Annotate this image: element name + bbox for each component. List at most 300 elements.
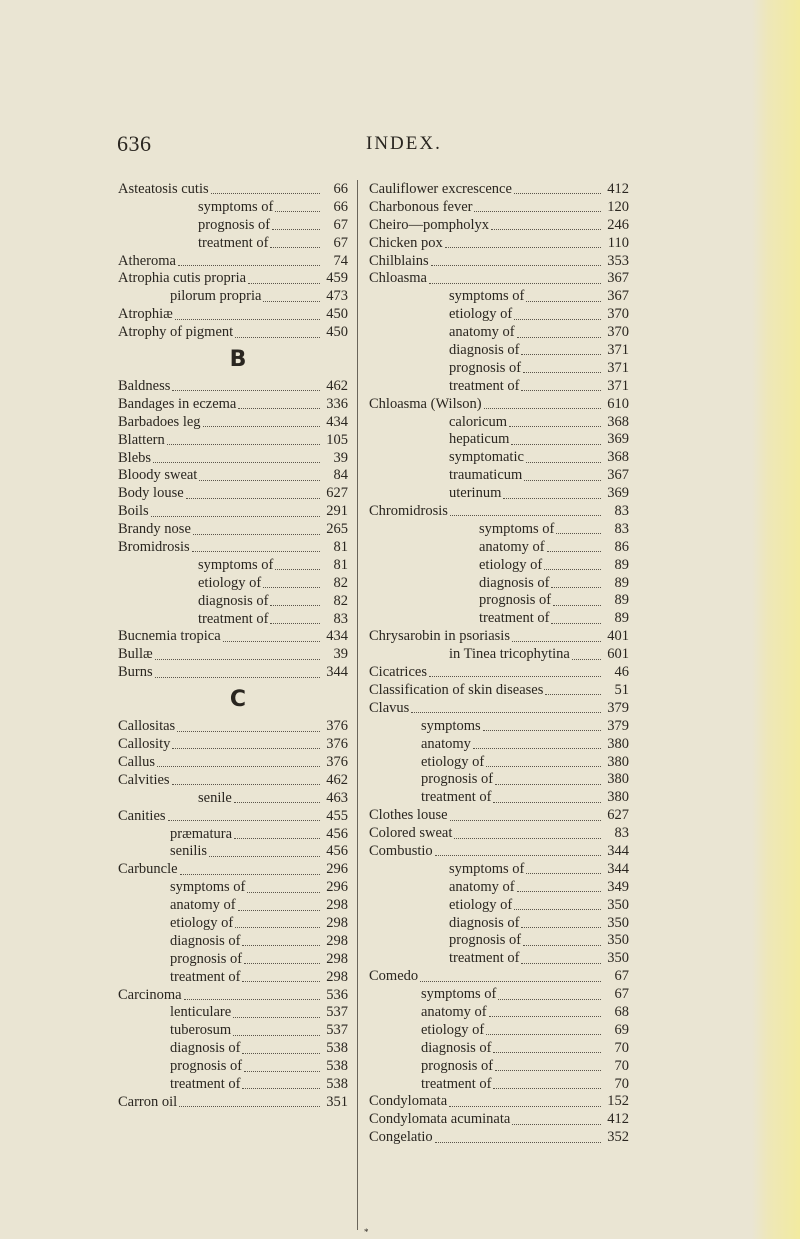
entry-term: Blebs xyxy=(118,449,152,466)
entry-page-number: 349 xyxy=(607,878,629,895)
entry-page-number: 380 xyxy=(607,789,629,806)
index-subentry xyxy=(369,592,629,610)
dot-leader xyxy=(420,981,601,982)
dot-leader xyxy=(244,1071,320,1072)
entry-term: treatment of xyxy=(479,610,550,627)
dot-leader xyxy=(172,748,320,749)
entry-page-number: 83 xyxy=(333,610,348,627)
entry-term: Chrysarobin in psoriasis xyxy=(369,628,510,645)
entry-page-number: 379 xyxy=(607,717,629,734)
entry-term: symptoms of xyxy=(421,986,497,1003)
entry-term: traumaticum xyxy=(449,467,523,484)
dot-leader xyxy=(263,301,320,302)
entry-term: etiology of xyxy=(170,914,234,931)
dot-leader xyxy=(484,408,601,409)
dot-leader xyxy=(526,462,601,463)
entry-term: diagnosis of xyxy=(170,932,241,949)
entry-page-number: 456 xyxy=(326,843,348,860)
index-entry xyxy=(118,664,348,682)
entry-term: uterinum xyxy=(449,485,502,502)
entry-term: Calvities xyxy=(118,771,170,788)
entry-term: Callositas xyxy=(118,718,176,735)
index-entry xyxy=(369,253,629,271)
entry-term: Chicken pox xyxy=(369,234,443,251)
dot-leader xyxy=(493,802,601,803)
page-number: 636 xyxy=(117,131,152,156)
index-entry xyxy=(369,1129,629,1147)
entry-term: symptoms of xyxy=(170,879,246,896)
entry-page-number: 51 xyxy=(614,681,629,698)
dot-leader xyxy=(177,731,320,732)
dot-leader xyxy=(521,963,601,964)
dot-leader xyxy=(180,874,320,875)
entry-page-number: 83 xyxy=(614,520,629,537)
entry-term: Atheroma xyxy=(118,252,176,269)
dot-leader xyxy=(238,910,320,911)
entry-term: diagnosis of xyxy=(421,1039,492,1056)
index-entry xyxy=(118,181,348,199)
entry-page-number: 401 xyxy=(607,628,629,645)
entry-page-number: 369 xyxy=(607,431,629,448)
dot-leader xyxy=(483,730,601,731)
entry-page-number: 81 xyxy=(333,556,348,573)
entry-page-number: 412 xyxy=(607,1111,629,1128)
dot-leader xyxy=(248,283,320,284)
dot-leader xyxy=(435,1142,601,1143)
index-subentry xyxy=(369,414,629,432)
entry-term: treatment of xyxy=(449,377,520,394)
index-entry xyxy=(369,181,629,199)
entry-page-number: 70 xyxy=(614,1039,629,1056)
entry-term: Carbuncle xyxy=(118,861,178,878)
index-entry xyxy=(118,539,348,557)
entry-page-number: 298 xyxy=(326,932,348,949)
index-entry xyxy=(369,628,629,646)
index-subentry xyxy=(369,360,629,378)
entry-page-number: 298 xyxy=(326,914,348,931)
entry-term: Atrophiæ xyxy=(118,306,173,323)
entry-term: prognosis of xyxy=(170,950,243,967)
dot-leader xyxy=(512,641,601,642)
dot-leader xyxy=(517,891,601,892)
index-subentry xyxy=(369,1076,629,1094)
entry-page-number: 412 xyxy=(607,181,629,197)
entry-term: anatomy of xyxy=(449,878,515,895)
index-subentry xyxy=(369,861,629,879)
index-subentry xyxy=(118,933,348,951)
entry-page-number: 473 xyxy=(326,288,348,305)
entry-term: Classification of skin diseases xyxy=(369,681,544,698)
entry-page-number: 39 xyxy=(333,646,348,663)
dot-leader xyxy=(233,1035,320,1036)
index-subentry xyxy=(118,1022,348,1040)
entry-term: Atrophia cutis propria xyxy=(118,270,247,287)
entry-page-number: 370 xyxy=(607,324,629,341)
index-entry xyxy=(118,736,348,754)
entry-term: prognosis of xyxy=(479,592,552,609)
entry-page-number: 67 xyxy=(614,968,629,985)
entry-page-number: 298 xyxy=(326,897,348,914)
dot-leader xyxy=(493,1088,601,1089)
dot-leader xyxy=(235,337,320,338)
dot-leader xyxy=(521,927,601,928)
index-entry xyxy=(369,682,629,700)
dot-leader xyxy=(503,498,601,499)
index-subentry xyxy=(118,915,348,933)
entry-term: etiology of xyxy=(479,556,543,573)
index-subentry xyxy=(118,557,348,575)
index-subentry xyxy=(118,897,348,915)
index-entry xyxy=(118,396,348,414)
entry-page-number: 67 xyxy=(614,986,629,1003)
entry-page-number: 610 xyxy=(607,395,629,412)
column-divider xyxy=(357,180,358,1230)
entry-term: Clavus xyxy=(369,699,410,716)
entry-term: diagnosis of xyxy=(449,342,520,359)
index-subentry xyxy=(118,1058,348,1076)
entry-page-number: 86 xyxy=(614,538,629,555)
index-column-right xyxy=(369,181,629,1147)
entry-page-number: 537 xyxy=(326,1004,348,1021)
dot-leader xyxy=(498,999,601,1000)
entry-term: treatment of xyxy=(198,610,269,627)
entry-term: Chloasma xyxy=(369,270,427,287)
entry-term: hepaticum xyxy=(449,431,510,448)
entry-page-number: 367 xyxy=(607,467,629,484)
index-subentry xyxy=(369,986,629,1004)
entry-page-number: 81 xyxy=(333,539,348,556)
dot-leader xyxy=(491,229,601,230)
entry-page-number: 69 xyxy=(614,1021,629,1038)
index-subentry xyxy=(118,575,348,593)
entry-page-number: 371 xyxy=(607,359,629,376)
index-subentry xyxy=(369,557,629,575)
entry-page-number: 89 xyxy=(614,592,629,609)
dot-leader xyxy=(179,1106,320,1107)
index-entry xyxy=(118,485,348,503)
dot-leader xyxy=(172,390,320,391)
dot-leader xyxy=(431,265,601,266)
index-entry xyxy=(118,772,348,790)
dot-leader xyxy=(168,820,320,821)
entry-page-number: 246 xyxy=(607,216,629,233)
entry-term: treatment of xyxy=(170,1075,241,1092)
entry-term: etiology of xyxy=(421,753,485,770)
index-subentry xyxy=(369,539,629,557)
entry-page-number: 350 xyxy=(607,914,629,931)
dot-leader xyxy=(511,444,601,445)
entry-page-number: 536 xyxy=(326,986,348,1003)
entry-term: lenticulare xyxy=(170,1004,232,1021)
entry-term: Comedo xyxy=(369,968,419,985)
entry-page-number: 351 xyxy=(326,1093,348,1110)
index-entry xyxy=(369,843,629,861)
entry-page-number: 89 xyxy=(614,574,629,591)
dot-leader xyxy=(244,963,320,964)
dot-leader xyxy=(514,909,601,910)
dot-leader xyxy=(263,587,320,588)
index-entry xyxy=(118,253,348,271)
entry-term: treatment of xyxy=(449,950,520,967)
index-entry xyxy=(369,700,629,718)
index-entry xyxy=(118,718,348,736)
entry-term: diagnosis of xyxy=(449,914,520,931)
dot-leader xyxy=(272,229,320,230)
dot-leader xyxy=(242,1053,320,1054)
entry-term: diagnosis of xyxy=(170,1040,241,1057)
entry-page-number: 66 xyxy=(333,181,348,197)
dot-leader xyxy=(551,587,601,588)
index-subentry xyxy=(118,1004,348,1022)
dot-leader xyxy=(178,265,320,266)
entry-page-number: 67 xyxy=(333,234,348,251)
dot-leader xyxy=(489,1016,601,1017)
entry-term: Condylomata xyxy=(369,1093,448,1110)
dot-leader xyxy=(429,676,601,677)
entry-term: etiology of xyxy=(449,896,513,913)
entry-page-number: 336 xyxy=(326,395,348,412)
entry-term: Bromidrosis xyxy=(118,539,190,556)
entry-page-number: 68 xyxy=(614,1003,629,1020)
dot-leader xyxy=(203,426,320,427)
dot-leader xyxy=(151,516,320,517)
entry-term: symptoms of xyxy=(479,520,555,537)
dot-leader xyxy=(521,390,601,391)
dot-leader xyxy=(175,319,320,320)
index-subentry xyxy=(369,1040,629,1058)
index-subentry xyxy=(369,736,629,754)
entry-term: caloricum xyxy=(449,413,507,430)
entry-term: Clothes louse xyxy=(369,807,448,824)
dot-leader xyxy=(493,1052,601,1053)
index-subentry xyxy=(369,897,629,915)
entry-page-number: 368 xyxy=(607,449,629,466)
entry-page-number: 380 xyxy=(607,771,629,788)
dot-leader xyxy=(153,462,320,463)
index-subentry xyxy=(369,610,629,628)
entry-term: Blattern xyxy=(118,431,165,448)
index-subentry xyxy=(369,879,629,897)
dot-leader xyxy=(517,337,601,338)
entry-page-number: 291 xyxy=(326,503,348,520)
index-column-left xyxy=(118,181,348,1112)
entry-page-number: 369 xyxy=(607,485,629,502)
entry-term: Body louse xyxy=(118,485,184,502)
entry-page-number: 370 xyxy=(607,306,629,323)
index-subentry xyxy=(369,950,629,968)
index-subentry xyxy=(118,1076,348,1094)
dot-leader xyxy=(553,605,601,606)
index-entry xyxy=(118,414,348,432)
entry-page-number: 538 xyxy=(326,1040,348,1057)
entry-page-number: 344 xyxy=(607,842,629,859)
entry-page-number: 601 xyxy=(607,646,629,663)
entry-page-number: 89 xyxy=(614,556,629,573)
entry-page-number: 70 xyxy=(614,1075,629,1092)
entry-term: tuberosum xyxy=(170,1022,232,1039)
entry-page-number: 66 xyxy=(333,198,348,215)
index-entry xyxy=(369,235,629,253)
index-subentry xyxy=(118,826,348,844)
entry-page-number: 538 xyxy=(326,1058,348,1075)
dot-leader xyxy=(192,551,320,552)
index-subentry xyxy=(118,199,348,217)
entry-term: Cheiro—pompholyx xyxy=(369,216,490,233)
index-subentry xyxy=(369,378,629,396)
entry-page-number: 67 xyxy=(333,216,348,233)
entry-page-number: 46 xyxy=(614,664,629,681)
entry-term: Baldness xyxy=(118,378,171,395)
index-entry xyxy=(118,324,348,342)
dot-leader xyxy=(247,892,320,893)
entry-page-number: 74 xyxy=(333,252,348,269)
entry-term: Burns xyxy=(118,664,153,681)
index-entry xyxy=(118,808,348,826)
entry-term: Atrophy of pigment xyxy=(118,324,234,341)
entry-term: Callus xyxy=(118,753,156,770)
index-entry xyxy=(369,1093,629,1111)
index-entry xyxy=(369,664,629,682)
dot-leader xyxy=(547,551,601,552)
entry-term: Cicatrices xyxy=(369,664,427,681)
dot-leader xyxy=(238,408,320,409)
dot-leader xyxy=(454,838,601,839)
index-subentry xyxy=(369,449,629,467)
dot-leader xyxy=(155,677,320,678)
dot-leader xyxy=(157,766,320,767)
dot-leader xyxy=(509,426,601,427)
index-entry xyxy=(118,378,348,396)
entry-term: prognosis of xyxy=(198,216,271,233)
index-entry xyxy=(369,270,629,288)
dot-leader xyxy=(411,712,601,713)
entry-term: Canities xyxy=(118,807,166,824)
entry-page-number: 82 xyxy=(333,574,348,591)
index-entry xyxy=(118,306,348,324)
index-entry xyxy=(118,521,348,539)
dot-leader xyxy=(172,784,320,785)
dot-leader xyxy=(495,1070,601,1071)
index-subentry xyxy=(118,593,348,611)
dot-leader xyxy=(572,659,601,660)
entry-page-number: 627 xyxy=(326,485,348,502)
entry-term: treatment of xyxy=(421,789,492,806)
index-subentry xyxy=(369,1022,629,1040)
entry-page-number: 456 xyxy=(326,825,348,842)
entry-page-number: 353 xyxy=(607,252,629,269)
entry-term: symptomatic xyxy=(449,449,524,466)
entry-page-number: 455 xyxy=(326,807,348,824)
entry-term: Boils xyxy=(118,503,149,520)
entry-term: etiology of xyxy=(198,574,262,591)
entry-page-number: 434 xyxy=(326,413,348,430)
entry-term: prognosis of xyxy=(170,1058,243,1075)
entry-term: Callosity xyxy=(118,736,171,753)
entry-term: Asteatosis cutis xyxy=(118,181,209,197)
entry-page-number: 298 xyxy=(326,950,348,967)
entry-term: treatment of xyxy=(198,234,269,251)
dot-leader xyxy=(450,515,601,516)
entry-page-number: 380 xyxy=(607,753,629,770)
index-subentry xyxy=(118,969,348,987)
index-subentry xyxy=(118,217,348,235)
index-subentry xyxy=(118,288,348,306)
index-entry xyxy=(118,503,348,521)
dot-leader xyxy=(526,873,601,874)
index-subentry xyxy=(369,1004,629,1022)
entry-term: Brandy nose xyxy=(118,521,191,538)
index-entry xyxy=(118,754,348,772)
index-subentry xyxy=(369,789,629,807)
index-entry xyxy=(118,270,348,288)
index-subentry xyxy=(118,235,348,253)
dot-leader xyxy=(275,211,320,212)
index-entry xyxy=(369,396,629,414)
entry-term: Congelatio xyxy=(369,1129,433,1146)
dot-leader xyxy=(223,641,320,642)
dot-leader xyxy=(209,856,320,857)
entry-term: treatment of xyxy=(170,968,241,985)
dot-leader xyxy=(270,247,320,248)
dot-leader xyxy=(486,766,601,767)
entry-term: Chromidrosis xyxy=(369,503,448,520)
entry-term: Carron oil xyxy=(118,1093,178,1110)
index-subentry xyxy=(369,646,629,664)
index-entry xyxy=(369,1111,629,1129)
entry-term: Charbonous fever xyxy=(369,198,473,215)
entry-term: Colored sweat xyxy=(369,825,453,842)
entry-term: prognosis of xyxy=(449,932,522,949)
index-entry xyxy=(369,807,629,825)
dot-leader xyxy=(544,569,601,570)
index-subentry xyxy=(118,843,348,861)
entry-page-number: 371 xyxy=(607,342,629,359)
entry-term: senilis xyxy=(170,843,208,860)
page-edge xyxy=(752,0,800,1239)
index-entry xyxy=(118,1094,348,1112)
entry-term: Bullæ xyxy=(118,646,153,663)
dot-leader xyxy=(514,193,601,194)
entry-term: Chloasma (Wilson) xyxy=(369,395,482,412)
index-subentry xyxy=(369,718,629,736)
entry-page-number: 627 xyxy=(607,807,629,824)
entry-page-number: 83 xyxy=(614,825,629,842)
entry-page-number: 296 xyxy=(326,879,348,896)
dot-leader xyxy=(545,694,601,695)
dot-leader xyxy=(486,1034,601,1035)
dot-leader xyxy=(211,193,320,194)
entry-term: symptoms of xyxy=(198,198,274,215)
entry-term: Carcinoma xyxy=(118,986,182,1003)
entry-page-number: 350 xyxy=(607,950,629,967)
page-title: INDEX. xyxy=(366,133,442,154)
entry-page-number: 70 xyxy=(614,1057,629,1074)
entry-page-number: 152 xyxy=(607,1093,629,1110)
dot-leader xyxy=(445,247,601,248)
dot-leader xyxy=(234,802,320,803)
dot-leader xyxy=(473,748,601,749)
index-subentry xyxy=(118,790,348,808)
footer-mark: * xyxy=(364,1227,369,1237)
dot-leader xyxy=(435,855,601,856)
entry-term: symptoms of xyxy=(449,288,525,305)
entry-page-number: 298 xyxy=(326,968,348,985)
dot-leader xyxy=(184,999,320,1000)
entry-term: anatomy of xyxy=(170,897,236,914)
dot-leader xyxy=(526,301,601,302)
index-entry xyxy=(118,646,348,664)
entry-term: treatment of xyxy=(421,1075,492,1092)
